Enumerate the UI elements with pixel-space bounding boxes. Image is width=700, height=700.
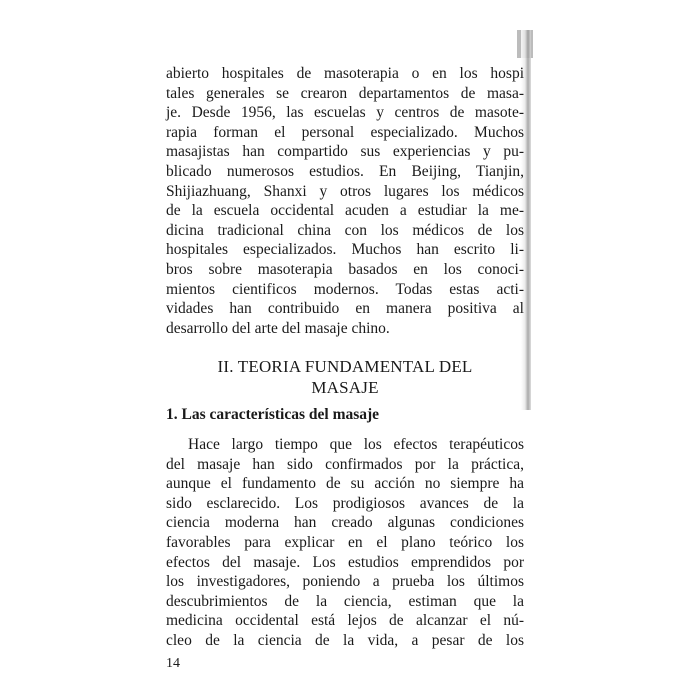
text-line: mientos cientificos modernos. Todas estas acti- bbox=[166, 280, 524, 298]
text-line: blicado numerosos estudios. En Beijing, Tianjin, bbox=[166, 162, 524, 180]
section-heading bbox=[166, 356, 524, 398]
text-line: bros sobre masoterapia basados en los conoci- bbox=[166, 260, 524, 278]
text-line: tales generales se crearon departamentos de masa- bbox=[166, 84, 524, 102]
paragraph-intro bbox=[166, 64, 524, 338]
text-line: dicina tradicional china con los médicos de los bbox=[166, 221, 524, 239]
text-line: vidades han contribuido en manera positiva al bbox=[166, 300, 524, 318]
text-line: abierto hospitales de masoterapia o en los hospi bbox=[166, 65, 524, 82]
text-line: rapia forman el personal especializado. Muchos bbox=[166, 123, 524, 141]
text-line: sido esclarecido. Los prodigiosos avances de la bbox=[166, 494, 524, 512]
text-line: masajistas han compartido sus experiencias y pu- bbox=[166, 143, 524, 161]
text-line: favorables para explicar en el plano teórico los bbox=[166, 533, 524, 551]
text-line: efectos del masaje. Los estudios emprendidos por bbox=[166, 553, 524, 571]
section-heading-line: II. TEORIA FUNDAMENTAL DEL bbox=[217, 357, 473, 376]
section-heading-line: MASAJE bbox=[311, 378, 379, 397]
text-line: Shijiazhuang, Shanxi y otros lugares los médicos bbox=[166, 182, 524, 200]
text-line: los investigadores, poniendo a prueba los últimos bbox=[166, 573, 524, 591]
text-line: ciencia moderna han creado algunas condiciones bbox=[166, 514, 524, 532]
text-line: cleo de la ciencia de la vida, a pesar de los bbox=[166, 631, 524, 649]
text-line: je. Desde 1956, las escuelas y centros de masote- bbox=[166, 104, 524, 122]
text-line: del masaje han sido confirmados por la práctica, bbox=[166, 455, 524, 473]
text-line: aunque el fundamento de su acción no siempre ha bbox=[166, 475, 524, 493]
text-line: medicina occidental está lejos de alcanzar el nú- bbox=[166, 612, 524, 630]
paragraph-characteristics bbox=[166, 435, 524, 651]
text-line: Hace largo tiempo que los efectos terapéuticos bbox=[188, 436, 524, 453]
sub-heading: 1. Las características del masaje bbox=[166, 406, 380, 423]
text-line: hospitales especializados. Muchos han escrito li- bbox=[166, 241, 524, 259]
text-line: de la escuela occidental acuden a estudiar la me- bbox=[166, 202, 524, 220]
page-number: 14 bbox=[166, 656, 180, 671]
text-line: desarrollo del arte del masaje chino. bbox=[166, 319, 390, 337]
text-line: descubrimientos de la ciencia, estiman que la bbox=[166, 592, 524, 610]
